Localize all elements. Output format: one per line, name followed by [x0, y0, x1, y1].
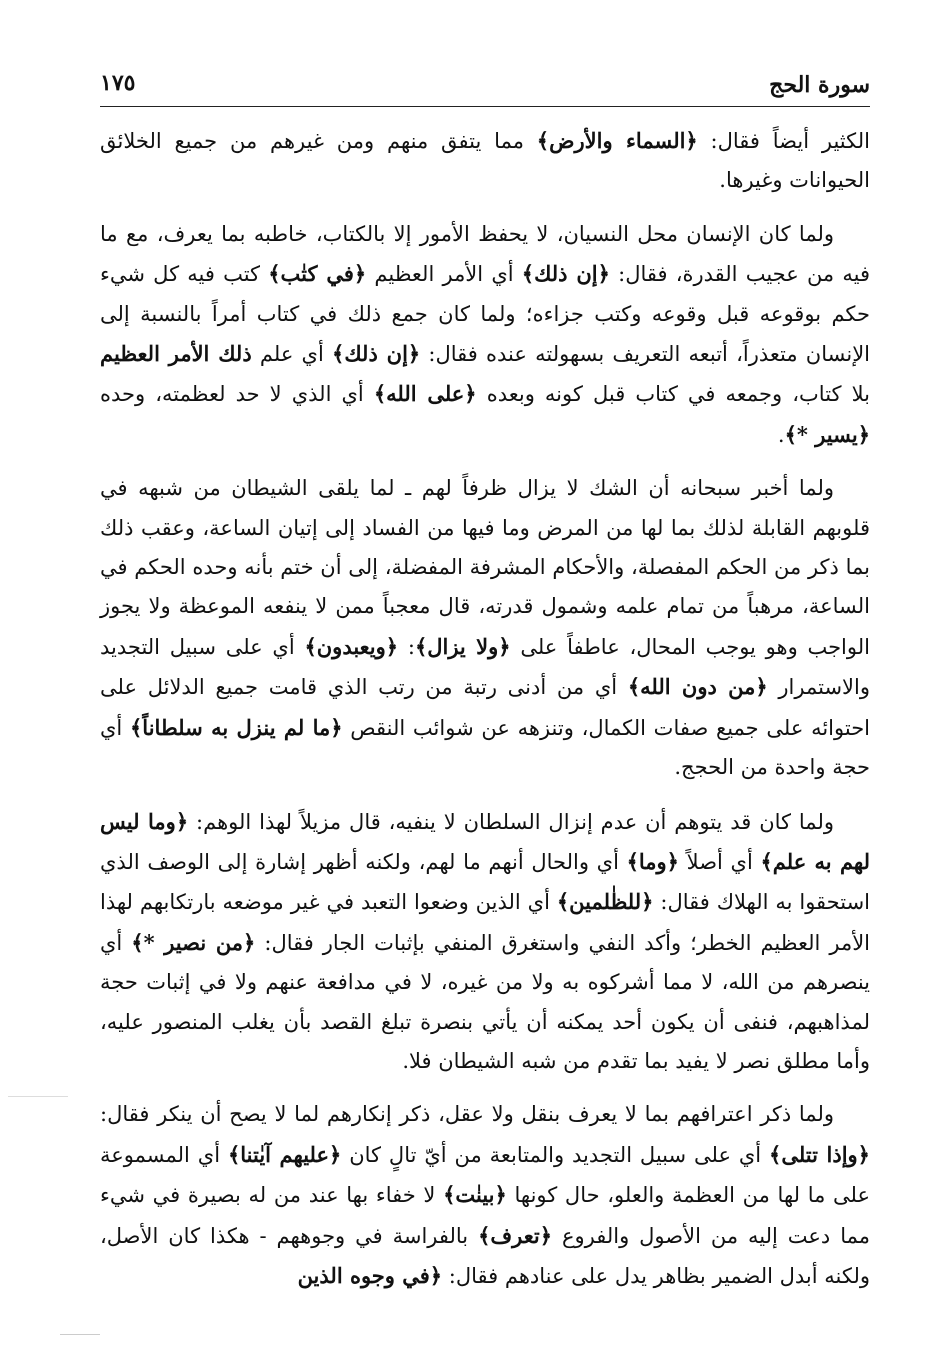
quran-quote: ﴿في وجوه الذين	[297, 1262, 443, 1288]
quran-quote: ﴿في كتٰب﴾	[268, 261, 367, 287]
commentary-text: ولما أخبر سبحانه أن الشك لا يزال ظرفاً لهم ـ لما يلقى الشيطان من شبهه في قلوبهم القابلة لذلك بما لها من المرض وما فيها من الفساد إلى إتيان الساعة، وعقب ذلك بما ذكر من الحكم المفصلة، والأحكام المشرفة المفضلة، إلى أن ختم بأنه وحده الحكم في الساعة، مرهباً من تمام علمه وشمول قدرته، قال معجباً ممن لا ينفعه الموعظة ولا يجوز الواجب وهو يوجب المحال، عاطفاً على	[100, 476, 870, 659]
quran-quote: ﴿ويعبدون﴾	[304, 633, 399, 659]
commentary-text: مما يتفق منهم ومن غيرهم من جميع الخلائق الحيوانات وغيرها.	[100, 129, 870, 193]
quran-quote: ﴿إن ذلك﴾	[332, 341, 421, 367]
quran-quote: ﴿للظٰلمين﴾	[556, 889, 654, 915]
commentary-text: كتب فيه كل شيء حكم بوقوعه قبل وقوعه وكتب جزاءه؛ ولما كان جمع ذلك في كتاب أمراً بالنسبة إلى الإنسان متعذراً، أتبعه التعريف بسهولته عنده فقال:	[100, 262, 871, 367]
quran-quote: ﴿بينٰت﴾	[443, 1182, 507, 1208]
book-page	[100, 62, 870, 1310]
commentary-text: ولما ذكر اعترافهم بما لا يعرف بنقل ولا عقل، ذكر إنكارهم لما لا يصح أن ينكر فقال:	[100, 1102, 834, 1127]
commentary-text: أي علم	[251, 342, 333, 367]
commentary-text: أي والحال أنهم ما لهم، ولكنه أظهر إشارة إلى الوصف الذي استحقوا به الهلاك فقال:	[100, 849, 870, 915]
paragraph	[100, 1095, 870, 1296]
scan-edge-mark	[8, 1096, 68, 1097]
commentary-text: لا خفاء بها عند من له بصيرة في شيء مما دعت إليه من الأصول والفروع	[100, 1183, 870, 1248]
commentary-text: بلا كتاب، وجمعه في كتاب قبل كونه وبعده	[476, 382, 870, 407]
paragraph	[100, 802, 870, 1082]
chapter-title: سورة الحج	[769, 72, 870, 98]
commentary-text: أي الذين وضعوا التعبد في غير موضعه بارتكابهم لهذا الأمر العظيم الخطر؛ وأكد النفي واستغرق المنفي بإثبات الجار فقال:	[100, 890, 870, 955]
quran-quote: ﴿وما﴾	[626, 848, 679, 874]
paragraph	[100, 469, 870, 787]
quran-quote: ﴿السماء والأرض﴾	[536, 128, 698, 153]
commentary-text: أي حجة واحدة من الحجج.	[100, 715, 870, 780]
commentary-text: :	[398, 634, 415, 659]
quran-quote: ﴿تعرف﴾	[478, 1222, 553, 1248]
quran-quote: ﴿يسير *﴾	[784, 421, 870, 447]
commentary-text: أي على سبيل التجديد والمتابعة من أيّ تالٍ كان	[341, 1142, 770, 1167]
quran-quote: ﴿من نصير *﴾	[131, 929, 256, 955]
quran-quote: ﴿إن ذلك﴾	[521, 261, 610, 287]
commentary-text: الكثير أيضاً فقال:	[697, 129, 870, 153]
quran-quote: ﴿على الله﴾	[373, 381, 477, 407]
quran-quote: ذلك الأمر العظيم	[100, 341, 252, 367]
commentary-text: ولما كان الإنسان محل النسيان، لا يحفظ الأمور إلا بالكتاب، خاطبه بما يعرف، مع ما فيه من عجيب القدرة، فقال:	[100, 221, 871, 287]
paragraph	[100, 215, 870, 455]
commentary-text: أي على سبيل التجديد والاستمرار	[100, 634, 870, 700]
commentary-text: بالفراسة في وجوههم - هكذا كان الأصل، ولكنه أبدل الضمير بظاهر يدل على عنادهم فقال:	[100, 1223, 870, 1288]
quran-quote: ﴿وإذا تتلى﴾	[769, 1141, 870, 1167]
commentary-text: أي من أدنى رتبة من رتب الذي قامت جميع الدلائل على احتوائه على جميع صفات الكمال، وتنزهه عن شوائب النقص	[100, 675, 871, 740]
quran-quote: ﴿وما ليس لهم به علم﴾	[100, 808, 870, 874]
quran-quote: ﴿ما لم ينزل به سلطاناً﴾	[130, 714, 343, 740]
quran-quote: ﴿عليهم آيٰتنا﴾	[227, 1141, 342, 1167]
page-number: ١٧٥	[100, 70, 136, 96]
scan-foot-mark	[60, 1334, 100, 1335]
commentary-text: .	[777, 422, 785, 447]
commentary-text: أي الذي لا حد لعظمته، وحده	[100, 382, 374, 407]
page-header	[100, 62, 870, 107]
commentary-text: أي أصلاً	[679, 849, 761, 874]
paragraph	[100, 121, 870, 201]
quran-quote: ﴿من دون الله﴾	[627, 674, 768, 700]
commentary-text: أي الأمر العظيم	[366, 262, 522, 287]
commentary-text: أي ينصرهم من الله، لا مما أشركوه به ولا من غيره، لا في مدافعة عنهم ولا في إثبات حجة لمذاهبهم، فنفى أن يكون أحد يمكنه أن يأتي بنصرة تبلغ القصد بأن يغلب المنصور عليه، وأما مطلق نصر لا يفيد بما تقدم من شبه الشيطان فلا.	[100, 930, 870, 1073]
quran-quote: ﴿ولا يزال﴾	[414, 633, 511, 659]
body-text	[100, 121, 870, 1296]
commentary-text: أي المسموعة على ما لها من العظمة والعلو، حال كونها	[100, 1142, 870, 1208]
commentary-text: ولما كان قد يتوهم أن عدم إنزال السلطان لا ينفيه، قال مزيلاً لهذا الوهم:	[188, 809, 834, 834]
